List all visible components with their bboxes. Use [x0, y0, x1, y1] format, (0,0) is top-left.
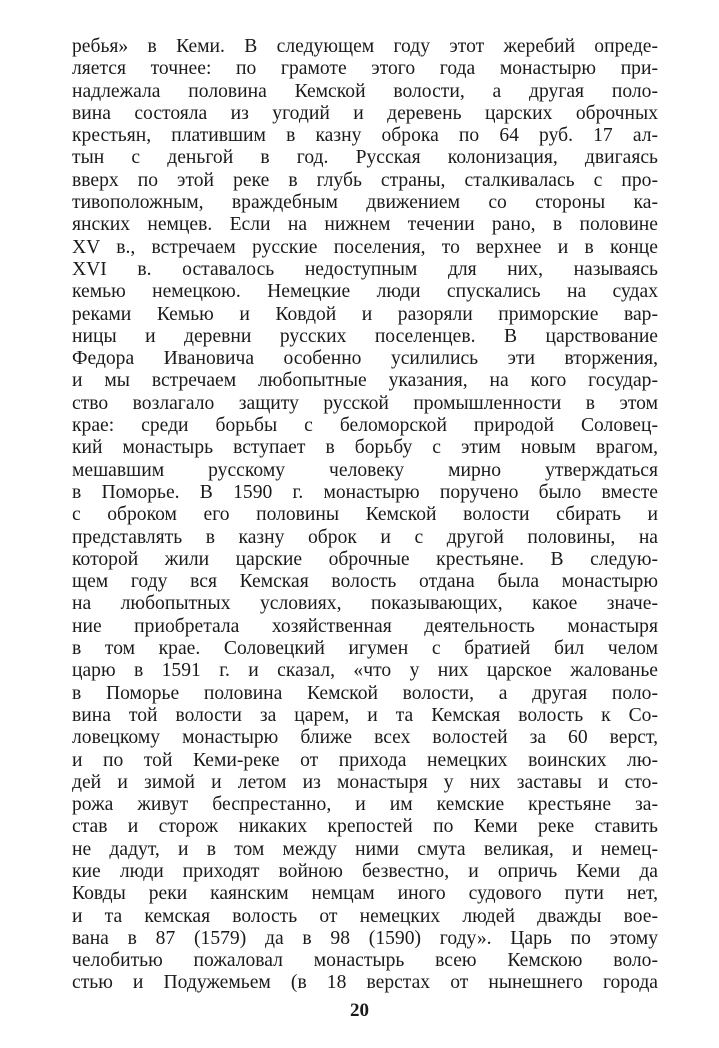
text-line: в Поморье половина Кемской волости, а другая поло- [72, 682, 658, 704]
text-line: щем году вся Кемская волость отдана была монастырю [72, 571, 658, 593]
text-line: кий монастырь вступает в борьбу с этим новым врагом, [72, 437, 658, 459]
text-line: реками Кемью и Ковдой и разоряли приморские вар- [72, 303, 658, 325]
text-line: янских немцев. Если на нижнем течении рано, в половине [72, 214, 658, 236]
text-line: вана в 87 (1579) да в 98 (1590) году». Царь по этому [72, 927, 658, 949]
text-line: XVI в. оставалось недоступным для них, называясь [72, 258, 658, 280]
text-line: и мы встречаем любопытные указания, на кого государ- [72, 370, 658, 392]
text-line: ние приобретала хозяйственная деятельность монастыря [72, 615, 658, 637]
page-number: 20 [350, 1000, 369, 1021]
text-line: ляется точнее: по грамоте этого года монастырю при- [72, 58, 658, 80]
text-line: мешавшим русскому человеку мирно утверждаться [72, 459, 658, 481]
text-line: дей и зимой и летом из монастыря у них заставы и сто- [72, 771, 658, 793]
text-line: Ковды реки каянским немцам иного судового пути нет, [72, 883, 658, 905]
text-line: Федора Ивановича особенно усилились эти вторжения, [72, 348, 658, 370]
text-line: ребья» в Кеми. В следующем году этот жеребий опреде- [72, 36, 658, 57]
text-line: вверх по этой реке в глубь страны, сталкивалась с про- [72, 169, 658, 191]
text-line: рожа живут беспрестанно, и им кемские крестьяне за- [72, 794, 658, 816]
text-line: царю в 1591 г. и сказал, «что у них царское жалованье [72, 660, 658, 682]
text-line: XV в., встречаем русские поселения, то верхнее и в конце [72, 236, 658, 258]
text-line: которой жили царские оброчные крестьяне. В следую- [72, 548, 658, 570]
text-line: не дадут, и в том между ними смута великая, и немец- [72, 838, 658, 860]
text-line: и та кемская волость от немецких людей дважды вое- [72, 905, 658, 927]
text-line: кемью немецкою. Немецкие люди спускались на судах [72, 281, 658, 303]
text-line: надлежала половина Кемской волости, а другая поло- [72, 80, 658, 102]
text-line: стью и Подужемьем (в 18 верстах от нынешнего города [72, 972, 658, 994]
text-line: вина состояла из угодий и деревень царских оброчных [72, 102, 658, 124]
text-line: с оброком его половины Кемской волости сбирать и [72, 504, 658, 526]
text-line: кие люди приходят войною безвестно, и опричь Кеми да [72, 860, 658, 882]
text-line: став и сторож никаких крепостей по Кеми реке ставить [72, 816, 658, 838]
text-line: челобитью пожаловал монастырь всею Кемскою воло- [72, 950, 658, 972]
text-line: представлять в казну оброк и с другой половины, на [72, 526, 658, 548]
text-line: тивоположным, враждебным движением со стороны ка- [72, 192, 658, 214]
text-line: крае: среди борьбы с беломорской природой Соловец- [72, 415, 658, 437]
text-line: тын с деньгой в год. Русская колонизация, двигаясь [72, 147, 658, 169]
text-line: ство возлагало защиту русской промышленности в этом [72, 392, 658, 414]
text-line: и по той Кеми-реке от прихода немецких воинских лю- [72, 749, 658, 771]
text-line: ницы и деревни русских поселенцев. В царствование [72, 325, 658, 347]
text-line: в Поморье. В 1590 г. монастырю поручено было вместе [72, 481, 658, 503]
text-line: ловецкому монастырю ближе всех волостей за 60 верст, [72, 727, 658, 749]
text-line: вина той волости за царем, и та Кемская волость к Со- [72, 704, 658, 726]
text-line: крестьян, платившим в казну оброка по 64 руб. 17 ал- [72, 125, 658, 147]
text-line: на любопытных условиях, показывающих, какое значе- [72, 593, 658, 615]
text-line: в том крае. Соловецкий игумен с братией бил челом [72, 638, 658, 660]
page-text-block [72, 36, 658, 995]
